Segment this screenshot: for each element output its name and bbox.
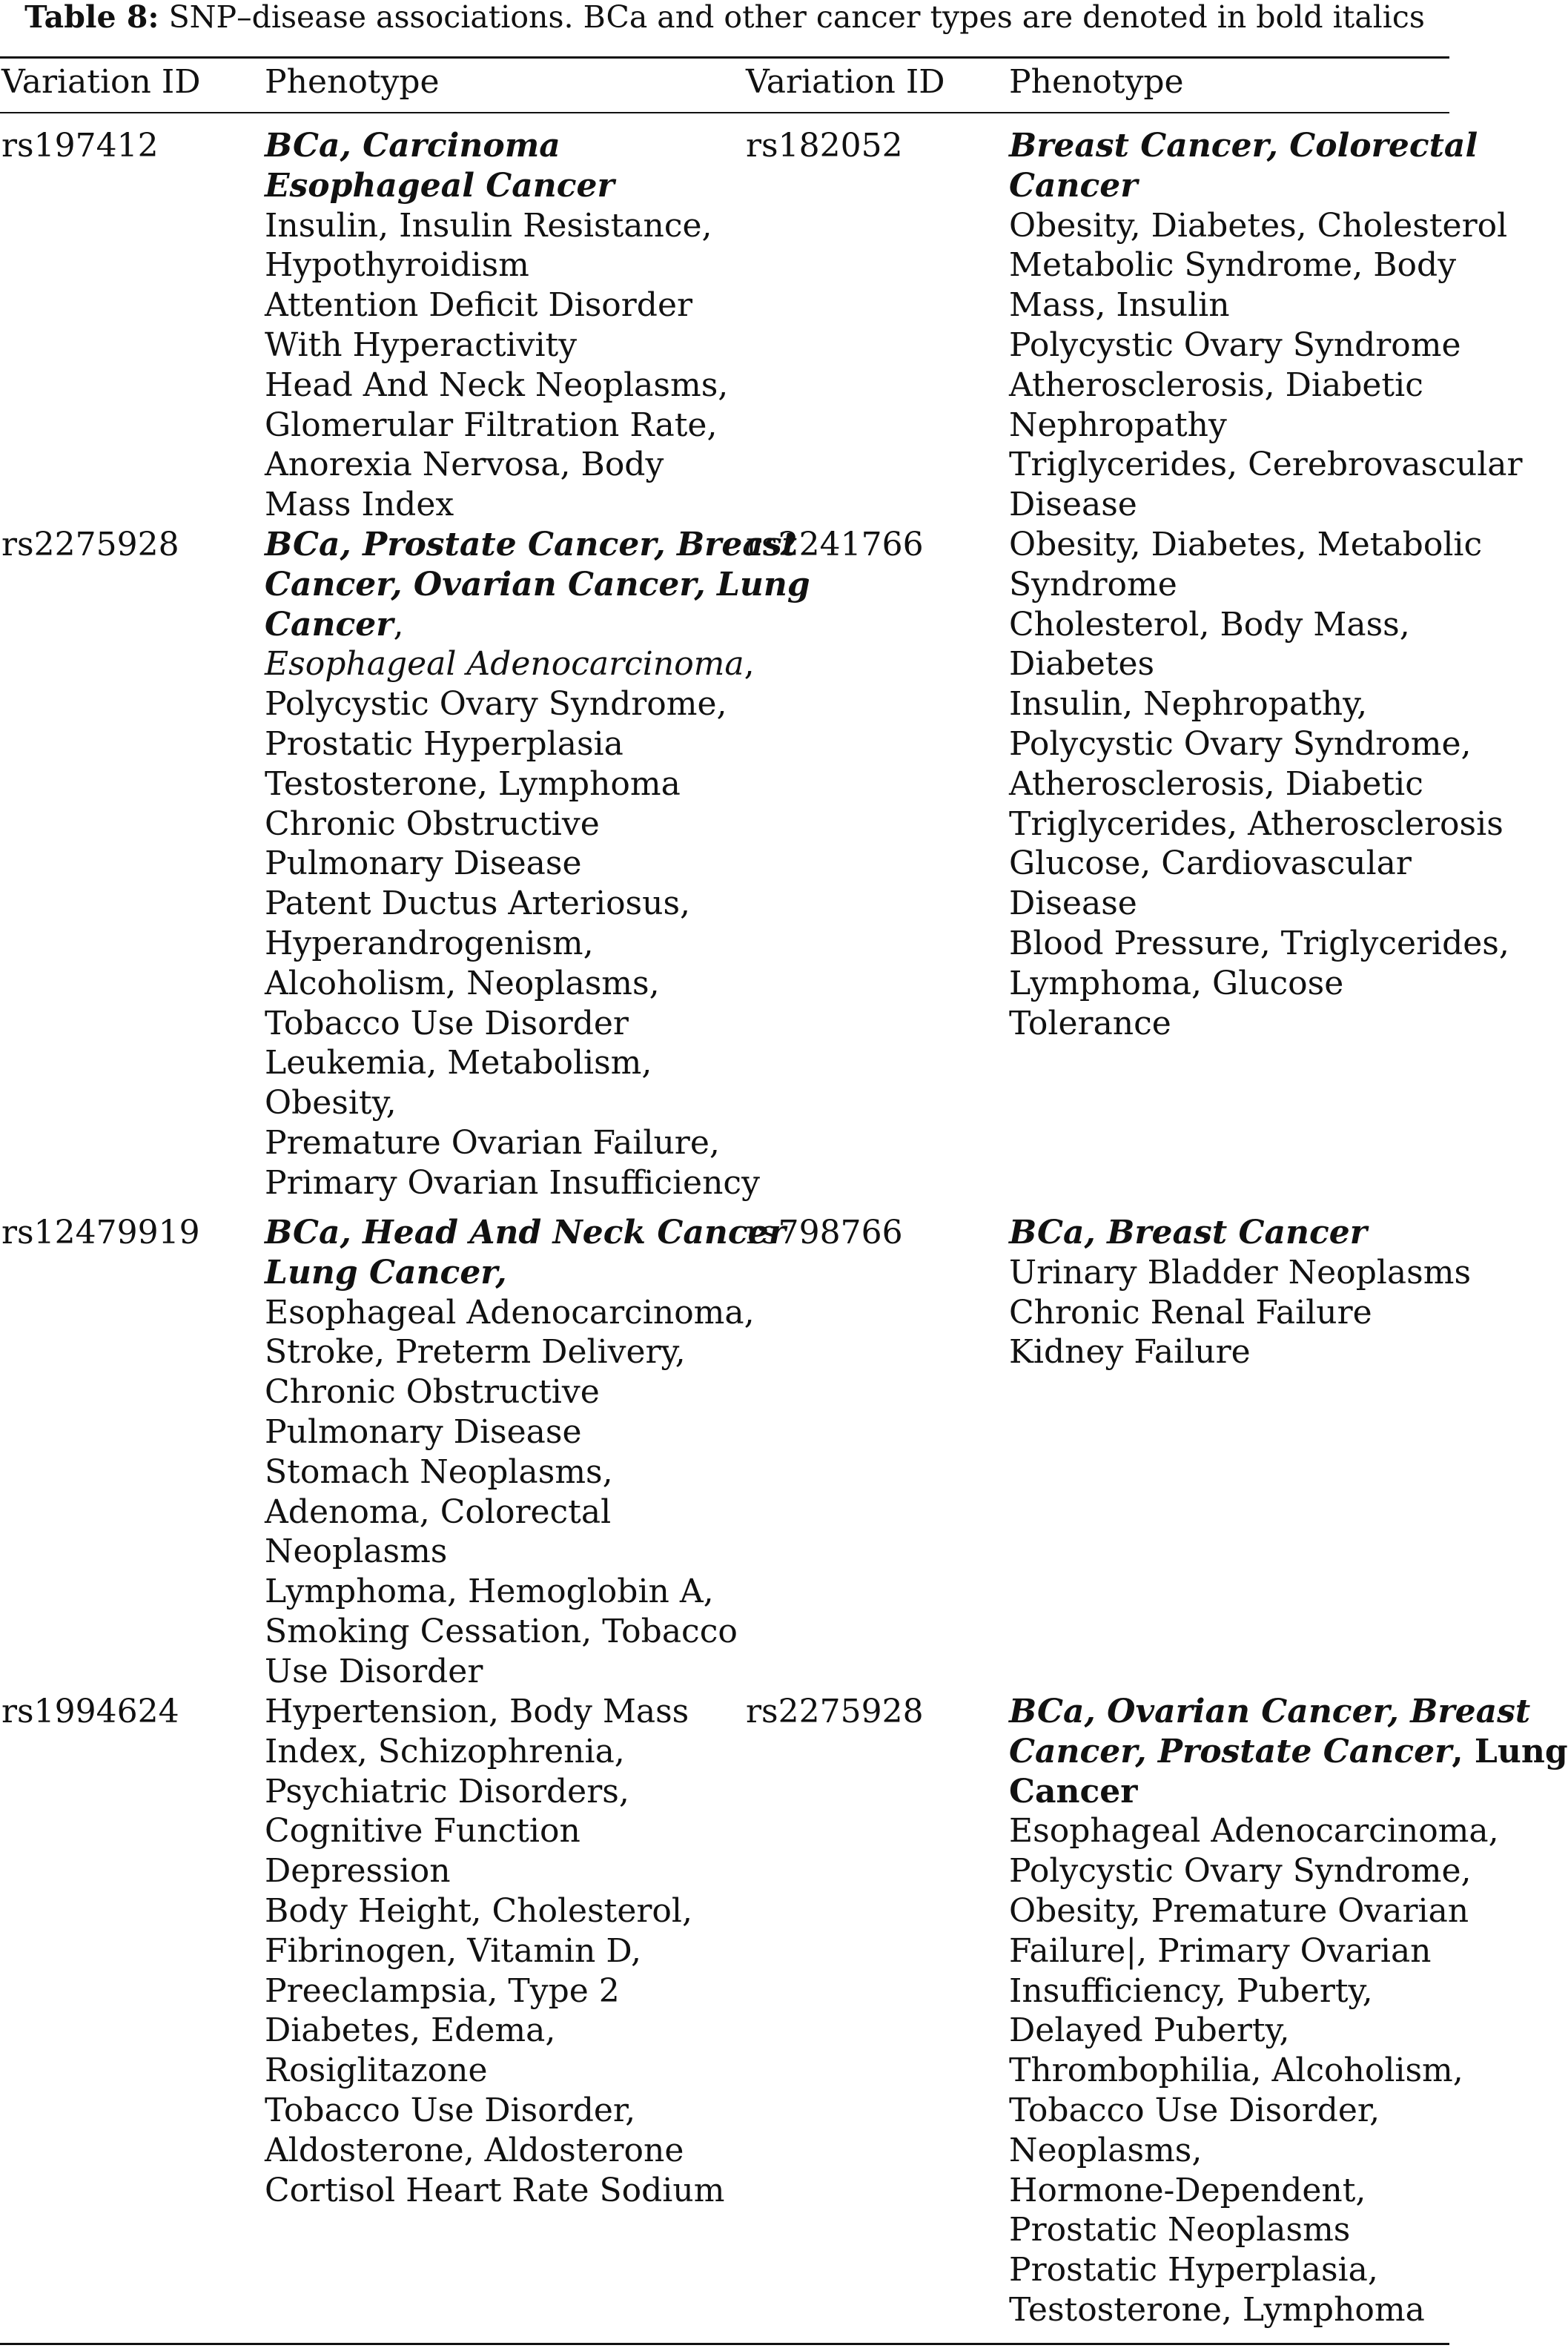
header-phenotype-left: Phenotype [265, 63, 440, 101]
phenotype-line [265, 1891, 724, 1931]
header-rule [0, 112, 1449, 113]
phenotype-line [265, 445, 728, 485]
phenotype-text: Cancer [1009, 166, 1138, 205]
phenotype-text: BCa, Carcinoma [265, 127, 560, 165]
phenotype-line [265, 285, 728, 325]
phenotype-line [265, 644, 810, 684]
phenotype-line [265, 1692, 724, 1732]
row-1-right-variation-id: rs182052 [746, 127, 903, 165]
bottom-rule [0, 2343, 1449, 2345]
phenotype-text: Obesity, Diabetes, Cholesterol [1009, 206, 1508, 245]
phenotype-line [1009, 764, 1509, 804]
phenotype-text: Nephropathy [1009, 406, 1227, 444]
phenotype-line [265, 1492, 786, 1532]
phenotype-line [265, 1253, 786, 1293]
phenotype-text: Cognitive Function [265, 1812, 580, 1851]
phenotype-text: Atherosclerosis, Diabetic [1009, 366, 1423, 404]
phenotype-line [265, 884, 810, 924]
phenotype-line [265, 605, 810, 645]
row-3-right-phenotype [1009, 1213, 1471, 1372]
phenotype-line [265, 2091, 724, 2131]
phenotype-text: Breast Cancer, Colorectal [1009, 127, 1478, 165]
phenotype-text: BCa, Ovarian Cancer, Breast [1009, 1693, 1531, 1730]
phenotype-text: Lung Cancer, [265, 1253, 507, 1292]
row-3-right-variation-id: rs798766 [746, 1214, 903, 1251]
phenotype-line [1009, 1213, 1471, 1253]
phenotype-text: Index, Schizophrenia, [265, 1732, 625, 1770]
phenotype-line [1009, 964, 1509, 1004]
phenotype-text: Pulmonary Disease [265, 1412, 582, 1451]
phenotype-line [1009, 565, 1509, 605]
phenotype-text: Hyperandrogenism, [265, 924, 594, 962]
phenotype-line [1009, 445, 1523, 485]
phenotype-text: Use Disorder [265, 1652, 483, 1690]
header-variation-id-left: Variation ID [1, 63, 201, 101]
header-phenotype-right: Phenotype [1009, 63, 1184, 101]
phenotype-line [1009, 285, 1523, 325]
row-1-left-variation-id: rs197412 [1, 127, 159, 165]
phenotype-line [265, 2131, 724, 2171]
phenotype-line [265, 2051, 724, 2091]
phenotype-line [265, 1213, 786, 1253]
phenotype-line [1009, 406, 1523, 446]
phenotype-text: Insulin, Insulin Resistance, [265, 206, 712, 245]
phenotype-text: Testosterone, Lymphoma [1009, 2290, 1425, 2329]
phenotype-text: Cancer [265, 605, 394, 644]
phenotype-line [265, 1163, 810, 1203]
phenotype-text: Stroke, Preterm Delivery, [265, 1333, 686, 1372]
phenotype-text: Triglycerides, Atherosclerosis [1009, 804, 1504, 843]
phenotype-line [265, 924, 810, 964]
phenotype-text: , [393, 605, 404, 644]
phenotype-text: Mass Index [265, 486, 454, 524]
phenotype-line [1009, 1692, 1568, 1732]
phenotype-text: Failure|, Primary Ovarian [1009, 1931, 1432, 1970]
phenotype-line [1009, 2290, 1568, 2330]
phenotype-text: Fibrinogen, Vitamin D, [265, 1931, 642, 1970]
row-4-left-phenotype [265, 1692, 724, 2210]
phenotype-text: Tolerance [1009, 1004, 1171, 1042]
phenotype-text: Prostatic Hyperplasia, [1009, 2251, 1378, 2289]
phenotype-line [1009, 2131, 1568, 2171]
phenotype-line [265, 804, 810, 844]
phenotype-line [265, 1572, 786, 1612]
phenotype-text: Diabetes, Edema, [265, 2011, 556, 2050]
phenotype-text: Lymphoma, Glucose [1009, 964, 1344, 1002]
phenotype-line [1009, 525, 1509, 565]
phenotype-text: Obesity, [265, 1084, 397, 1122]
phenotype-line [1009, 1732, 1568, 1772]
phenotype-text: Anorexia Nervosa, Body [265, 446, 664, 484]
phenotype-text: Blood Pressure, Triglycerides, [1009, 924, 1509, 962]
phenotype-text: Prostatic Hyperplasia [265, 724, 623, 763]
phenotype-text: Thrombophilia, Alcoholism, [1009, 2051, 1463, 2090]
phenotype-line [265, 1851, 724, 1891]
phenotype-line [1009, 605, 1509, 645]
phenotype-line [1009, 245, 1523, 285]
phenotype-text: Urinary Bladder Neoplasms [1009, 1253, 1472, 1292]
phenotype-text: Obesity, Diabetes, Metabolic [1009, 526, 1483, 563]
phenotype-text: Chronic Obstructive [265, 804, 600, 843]
phenotype-text: Mass, Insulin [1009, 286, 1230, 325]
phenotype-line [1009, 2051, 1568, 2091]
phenotype-line [265, 126, 728, 166]
phenotype-text: Pulmonary Disease [265, 844, 582, 883]
phenotype-text: , Lung [1452, 1732, 1568, 1770]
phenotype-text: Tobacco Use Disorder [265, 1004, 629, 1042]
phenotype-text: Kidney Failure [1009, 1333, 1251, 1372]
phenotype-line [1009, 1253, 1471, 1293]
phenotype-line [1009, 166, 1523, 206]
phenotype-line [1009, 206, 1523, 246]
phenotype-line [265, 844, 810, 884]
row-1-right-phenotype [1009, 126, 1523, 525]
phenotype-text: Preeclampsia, Type 2 [265, 1971, 620, 2010]
phenotype-text: Cancer, Prostate Cancer [1009, 1732, 1452, 1770]
phenotype-text: Disease [1009, 486, 1137, 524]
phenotype-line [265, 964, 810, 1004]
phenotype-line [265, 1332, 786, 1372]
phenotype-text: Premature Ovarian Failure, [265, 1123, 720, 1162]
phenotype-text: Esophageal Cancer [265, 166, 615, 205]
phenotype-text: Smoking Cessation, Tobacco [265, 1612, 738, 1650]
phenotype-text: Esophageal Adenocarcinoma, [265, 1293, 755, 1332]
row-1-left-phenotype [265, 126, 728, 525]
row-2-right-phenotype [1009, 525, 1509, 1043]
phenotype-text: Triglycerides, Cerebrovascular [1009, 446, 1523, 484]
phenotype-line [265, 1452, 786, 1492]
phenotype-line [1009, 1931, 1568, 1971]
phenotype-text: Glucose, Cardiovascular [1009, 844, 1412, 883]
phenotype-text: Glomerular Filtration Rate, [265, 406, 718, 444]
phenotype-text: Lymphoma, Hemoglobin A, [265, 1573, 714, 1611]
phenotype-line [1009, 485, 1523, 525]
phenotype-text: Chronic Renal Failure [1009, 1293, 1372, 1332]
phenotype-text: Esophageal Adenocarcinoma, [1009, 1812, 1499, 1851]
header-variation-id-right: Variation ID [746, 63, 945, 101]
phenotype-line [1009, 2091, 1568, 2131]
phenotype-line [265, 485, 728, 525]
phenotype-text: Syndrome [1009, 565, 1177, 604]
phenotype-line [265, 1412, 786, 1452]
phenotype-line [1009, 724, 1509, 764]
phenotype-line [265, 406, 728, 446]
phenotype-line [265, 724, 810, 764]
phenotype-line [265, 1811, 724, 1851]
phenotype-line [265, 1931, 724, 1971]
phenotype-line [265, 366, 728, 406]
phenotype-text: BCa, Head And Neck Cancer [265, 1214, 786, 1251]
phenotype-text: Primary Ovarian Insufficiency [265, 1163, 760, 1202]
phenotype-text: Metabolic Syndrome, Body [1009, 246, 1457, 285]
phenotype-text: Neoplasms [265, 1532, 448, 1571]
row-4-right-variation-id: rs2275928 [746, 1693, 924, 1730]
phenotype-line [1009, 1293, 1471, 1333]
phenotype-line [1009, 2210, 1568, 2250]
table-caption [0, 0, 1449, 34]
row-2-right-variation-id: rs2241766 [746, 526, 924, 563]
phenotype-line [1009, 844, 1509, 884]
phenotype-text: Esophageal Adenocarcinoma [265, 645, 744, 684]
phenotype-line [265, 2171, 724, 2211]
phenotype-text: Head And Neck Neoplasms, [265, 366, 729, 404]
phenotype-text: Delayed Puberty, [1009, 2011, 1290, 2050]
phenotype-text: Tobacco Use Disorder, [1009, 2091, 1380, 2129]
phenotype-line [265, 1123, 810, 1163]
phenotype-line [265, 525, 810, 565]
phenotype-line [265, 2011, 724, 2051]
caption-text: SNP–disease associations. BCa and other cancer types are denoted in bold italics [168, 0, 1425, 35]
phenotype-text: Chronic Obstructive [265, 1373, 600, 1412]
phenotype-line [265, 166, 728, 206]
phenotype-line [1009, 2250, 1568, 2290]
phenotype-text: BCa, Breast Cancer [1009, 1214, 1367, 1251]
phenotype-line [265, 206, 728, 246]
phenotype-line [265, 1652, 786, 1692]
phenotype-text: Aldosterone, Aldosterone [265, 2131, 684, 2169]
phenotype-text: Insufficiency, Puberty, [1009, 1971, 1373, 2010]
phenotype-text: Psychiatric Disorders, [265, 1772, 629, 1811]
phenotype-text: Attention Deficit Disorder [265, 286, 693, 325]
phenotype-text: Body Height, Cholesterol, [265, 1891, 692, 1930]
phenotype-text: Neoplasms, [1009, 2131, 1203, 2169]
phenotype-line [1009, 126, 1523, 166]
phenotype-text: Hypothyroidism [265, 246, 529, 285]
phenotype-line [1009, 1811, 1568, 1851]
phenotype-text: Insulin, Nephropathy, [1009, 685, 1368, 724]
phenotype-text: Leukemia, Metabolism, [265, 1044, 652, 1082]
phenotype-line [265, 1732, 724, 1772]
phenotype-line [265, 1372, 786, 1412]
phenotype-text: BCa, Prostate Cancer, Breast [265, 526, 797, 563]
phenotype-line [1009, 1971, 1568, 2011]
top-rule [0, 56, 1449, 59]
phenotype-line [1009, 366, 1523, 406]
phenotype-text: Obesity, Premature Ovarian [1009, 1891, 1469, 1930]
phenotype-text: Polycystic Ovary Syndrome [1009, 325, 1461, 364]
phenotype-line [265, 325, 728, 366]
phenotype-text: Polycystic Ovary Syndrome, [1009, 1852, 1472, 1891]
phenotype-line [265, 1043, 810, 1083]
row-3-left-variation-id: rs12479919 [1, 1214, 200, 1251]
row-2-left-phenotype [265, 525, 810, 1203]
phenotype-text: Tobacco Use Disorder, [265, 2091, 636, 2129]
phenotype-text: Polycystic Ovary Syndrome, [265, 685, 727, 724]
phenotype-line [1009, 1772, 1568, 1812]
phenotype-line [265, 1293, 786, 1333]
phenotype-text: Cholesterol, Body Mass, [1009, 605, 1410, 644]
row-2-left-variation-id: rs2275928 [1, 526, 179, 563]
phenotype-text: Testosterone, Lymphoma [265, 764, 681, 803]
phenotype-line [1009, 804, 1509, 844]
phenotype-line [265, 1532, 786, 1572]
phenotype-line [1009, 884, 1509, 924]
phenotype-line [265, 245, 728, 285]
phenotype-text: Cortisol Heart Rate Sodium [265, 2171, 725, 2209]
phenotype-line [265, 1083, 810, 1123]
phenotype-line [265, 1004, 810, 1044]
phenotype-text: , [744, 645, 755, 684]
phenotype-text: Cancer [1009, 1772, 1138, 1811]
phenotype-text: Patent Ductus Arteriosus, [265, 884, 691, 923]
phenotype-text: Depression [265, 1852, 451, 1891]
phenotype-line [265, 684, 810, 724]
phenotype-line [265, 1772, 724, 1812]
phenotype-text: Alcoholism, Neoplasms, [265, 964, 660, 1002]
phenotype-text: Stomach Neoplasms, [265, 1452, 613, 1491]
phenotype-line [1009, 1891, 1568, 1931]
phenotype-line [1009, 1851, 1568, 1891]
phenotype-line [1009, 644, 1509, 684]
phenotype-text: Rosiglitazone [265, 2051, 488, 2090]
phenotype-text: Polycystic Ovary Syndrome, [1009, 724, 1472, 763]
phenotype-text: Cancer, Ovarian Cancer, Lung [265, 565, 810, 604]
caption-label: Table 8: [24, 0, 159, 35]
phenotype-text: With Hyperactivity [265, 325, 578, 364]
phenotype-text: Hormone-Dependent, [1009, 2171, 1366, 2209]
phenotype-text: Hypertension, Body Mass [265, 1693, 689, 1730]
phenotype-text: Disease [1009, 884, 1137, 923]
phenotype-line [1009, 325, 1523, 366]
row-4-left-variation-id: rs1994624 [1, 1693, 179, 1730]
phenotype-line [1009, 2011, 1568, 2051]
phenotype-line [265, 565, 810, 605]
phenotype-line [1009, 924, 1509, 964]
phenotype-line [265, 764, 810, 804]
phenotype-text: Adenoma, Colorectal [265, 1492, 612, 1531]
phenotype-line [1009, 2171, 1568, 2211]
phenotype-line [265, 1612, 786, 1652]
phenotype-line [1009, 1332, 1471, 1372]
phenotype-text: Atherosclerosis, Diabetic [1009, 764, 1423, 803]
row-4-right-phenotype [1009, 1692, 1568, 2330]
row-3-left-phenotype [265, 1213, 786, 1692]
phenotype-text: Prostatic Neoplasms [1009, 2211, 1351, 2249]
phenotype-text: Diabetes [1009, 645, 1155, 684]
phenotype-line [1009, 1004, 1509, 1044]
phenotype-line [1009, 684, 1509, 724]
phenotype-line [265, 1971, 724, 2011]
